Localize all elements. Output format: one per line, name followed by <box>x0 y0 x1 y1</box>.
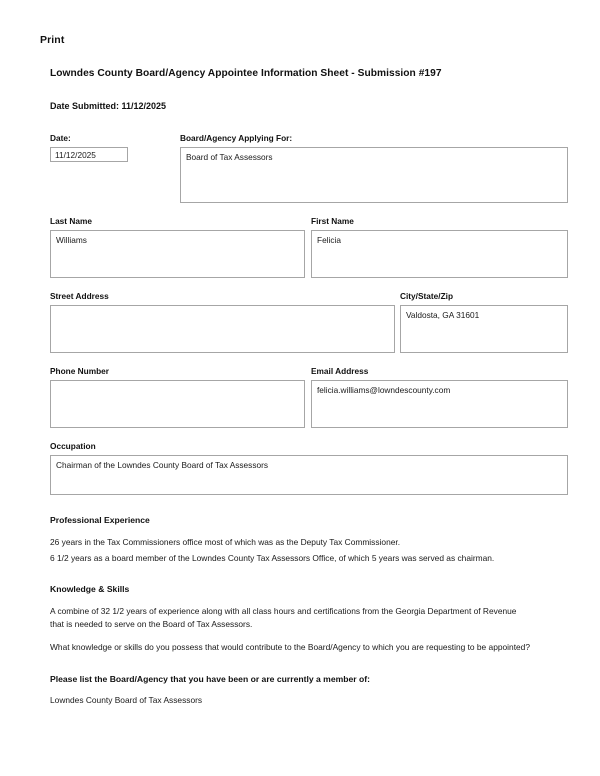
professional-experience-line-1: 26 years in the Tax Commissioners office most of which was as the Deputy Tax Commissioner. <box>50 537 401 547</box>
street-address-label: Street Address <box>50 291 109 301</box>
knowledge-skills-line-1: A combine of 32 1/2 years of experience along with all class hours and certifications from the Georgia Department of Revenue that is needed to serve on the Board of Tax Assessors. <box>50 606 517 629</box>
email-address-input[interactable]: felicia.williams@lowndescounty.com <box>311 380 568 428</box>
board-applying-label: Board/Agency Applying For: <box>180 133 293 143</box>
knowledge-skills-heading: Knowledge & Skills <box>50 584 130 595</box>
professional-experience-line-2: 6 1/2 years as a board member of the Lowndes County Tax Assessors Office, of which 5 years was served as chairman. <box>50 552 495 563</box>
last-name-label: Last Name <box>50 216 92 226</box>
city-state-zip-label: City/State/Zip <box>400 291 454 301</box>
row-contact <box>50 366 568 428</box>
print-button[interactable]: Print <box>40 34 65 46</box>
email-address-label: Email Address <box>311 366 369 376</box>
first-name-input[interactable]: Felicia <box>311 230 568 278</box>
street-address-group <box>50 291 395 353</box>
membership-heading: Please list the Board/Agency that you have been or are currently a member of: <box>50 674 370 685</box>
street-address-input[interactable] <box>50 305 395 353</box>
last-name-input[interactable]: Williams <box>50 230 305 278</box>
board-field-group <box>180 133 568 203</box>
page-title: Lowndes County Board/Agency Appointee Information Sheet - Submission #197 <box>50 68 442 79</box>
city-state-zip-input[interactable]: Valdosta, GA 31601 <box>400 305 568 353</box>
occupation-group <box>50 441 568 495</box>
date-label: Date: <box>50 133 71 143</box>
knowledge-skills-line-2: What knowledge or skills do you possess that would contribute to the Board/Agency to which you are requesting to be appointed? <box>50 642 530 653</box>
phone-number-group <box>50 366 305 428</box>
first-name-group <box>311 216 568 278</box>
date-field-group <box>50 133 180 203</box>
membership-section <box>50 674 568 705</box>
professional-experience-heading: Professional Experience <box>50 515 150 525</box>
professional-experience-section <box>50 515 568 564</box>
row-date-board <box>50 133 568 203</box>
phone-number-input[interactable] <box>50 380 305 428</box>
first-name-label: First Name <box>311 216 354 226</box>
occupation-label: Occupation <box>50 441 96 451</box>
city-state-zip-group <box>400 291 568 353</box>
date-submitted-label: Date Submitted: 11/12/2025 <box>50 101 167 111</box>
row-address <box>50 291 568 353</box>
last-name-group <box>50 216 305 278</box>
row-name <box>50 216 568 278</box>
occupation-input[interactable]: Chairman of the Lowndes County Board of Tax Assessors <box>50 455 568 495</box>
membership-answer: Lowndes County Board of Tax Assessors <box>50 695 203 706</box>
phone-number-label: Phone Number <box>50 366 110 376</box>
form-content <box>50 133 568 705</box>
knowledge-skills-section <box>50 584 568 654</box>
board-applying-input[interactable]: Board of Tax Assessors <box>180 147 568 203</box>
date-input[interactable]: 11/12/2025 <box>50 147 128 162</box>
email-address-group <box>311 366 568 428</box>
